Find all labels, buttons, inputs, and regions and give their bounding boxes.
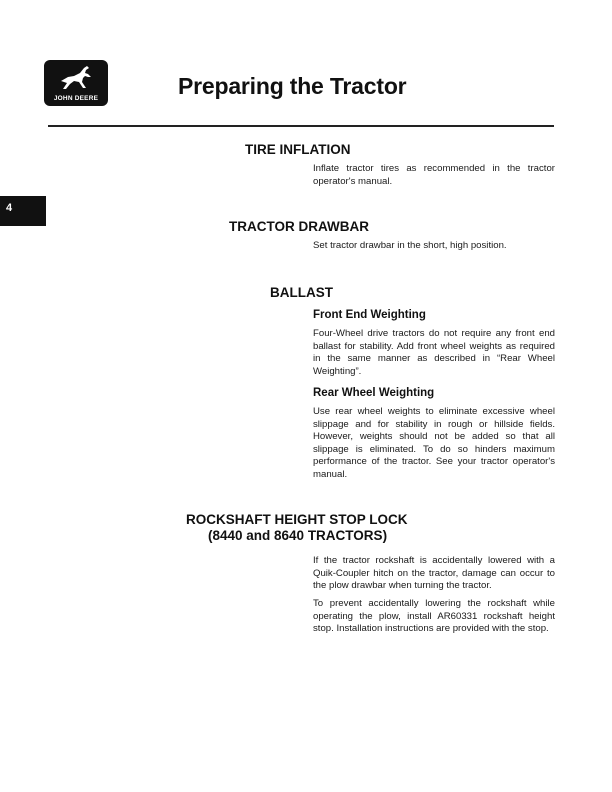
header-divider [48, 125, 554, 127]
page-section-tab [0, 196, 46, 226]
rear-wheel-weighting-heading: Rear Wheel Weighting [313, 387, 435, 399]
rockshaft-paragraph-2: To prevent accidentally lowering the rockshaft while operating the plow, install AR60331 rockshaft height stop. Installation instructions are provided with the stop. [313, 598, 555, 635]
ballast-heading: BALLAST [270, 285, 333, 300]
page-tab-number: 4 [6, 202, 13, 214]
front-end-weighting-text: Four-Wheel drive tractors do not require any front end ballast for stability. Add front wheel weights as required in the same manner as described in “Rear Wheel Weighting”. [313, 328, 555, 377]
tractor-drawbar-text: Set tractor drawbar in the short, high position. [313, 240, 507, 251]
page-title: Preparing the Tractor [178, 73, 407, 99]
logo-text: JOHN DEERE [53, 95, 99, 102]
tractor-drawbar-heading: TRACTOR DRAWBAR [229, 219, 369, 234]
rear-wheel-weighting-text: Use rear wheel weights to eliminate excessive wheel slippage and for stability in rough or hillside fields. However, weights should not be added so that all slippage is eliminated. To do so hinders maximum performance of the tractor. See your tractor operator's manual. [313, 406, 555, 480]
rockshaft-paragraph-1: If the tractor rockshaft is accidentally lowered with a Quik-Coupler hitch on the tractor, damage can occur to the plow drawbar when turning the tractor. [313, 555, 555, 592]
john-deere-logo [44, 60, 108, 106]
tire-inflation-heading: TIRE INFLATION [245, 142, 351, 157]
front-end-weighting-heading: Front End Weighting [313, 309, 426, 321]
rockshaft-subheading: (8440 and 8640 TRACTORS) [208, 528, 388, 543]
leaping-deer-icon [58, 64, 94, 92]
rockshaft-heading: ROCKSHAFT HEIGHT STOP LOCK [186, 512, 408, 527]
tire-inflation-text: Inflate tractor tires as recommended in the tractor operator's manual. [313, 163, 555, 187]
